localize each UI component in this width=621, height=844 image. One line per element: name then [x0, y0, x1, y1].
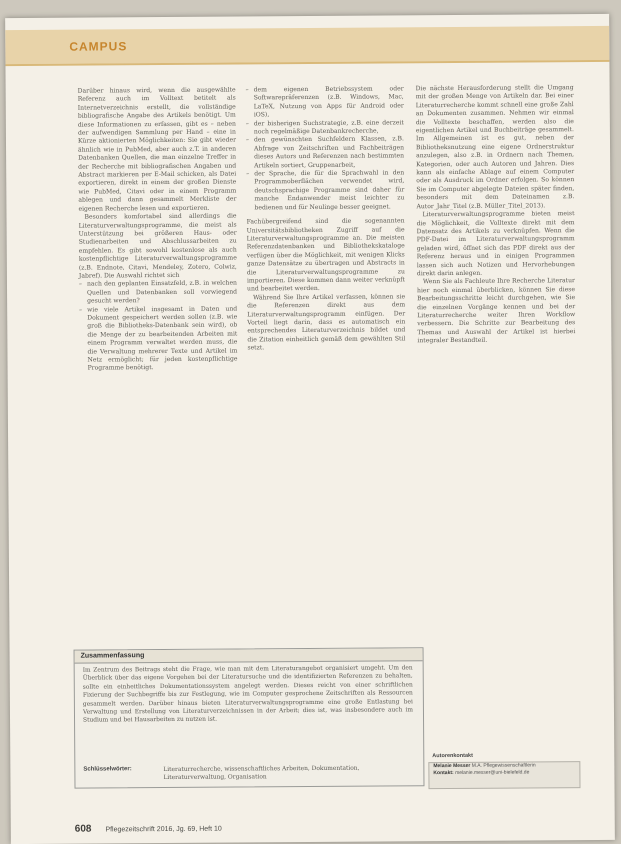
page-number: 608	[74, 823, 92, 835]
list-item: – der bisherigen Suchstrategie, z.B. eine derzeit noch regelmäßige Datenbankrecherche,	[254, 119, 404, 137]
paragraph: Darüber hinaus wird, wenn die ausgewählte Referenz auch im Volltext betitelt als Internetverzeichnis erstellt, die vollständige bibliografische Angabe des Artikels benötigt. Um diese Informationen zu erfassen, gibt es – neben der aufwendigen Sammlung per Hand – eine in Kürze aktionierten Möglichkeiten: Sie gibt wieder ähnlich wie in PubMed, aber auch z.T. in anderen Datenbanken Quellen, die man einzelne Treffer in der Recherche mit bibliografischen Angaben und Abstract markieren per E-Mail schicken, als Datei exportieren, direkt in einem der großen Dienste wie PubMed, Citavi oder in einem Programm ablegen und dann gesammelt Merkliste der eigenen Recherche lesen und exportieren.	[77, 86, 237, 213]
summary-title: Zusammenfassung	[80, 652, 145, 660]
summary-text: Im Zentrum des Beitrags steht die Frage, wie man mit dem Literaturangebot organisiert umgeht. Um den Überblick über das eigene Vorgehen bei der Literatursuche und die identifizierten Referenzen zu behalten, sollte ein einheitliches Dokumentationssystem angelegt werden. Dieses reicht von einer schriftlichen Fixierung der Suchbegriffe bis zur Festlegung, wie im Computer gesprochene Zeitschriften als Ressourcen gesammelt werden. Darüber hinaus bieten Literaturverwaltungsprogramme eine große Entlastung bei Verwaltung und Erstellung von Literaturverzeichnissen in der Arbeit; dies ist, was insbesondere auch im Studium und bei Hausarbeiten zu nutzen ist.	[82, 665, 413, 725]
list-item: – dem eigenen Betriebssystem oder Softwarepräferenzen (z.B. Windows, Mac, LaTeX, Nutzung von Apps für Android oder iOS),	[254, 85, 404, 120]
paragraph: Die nächste Herausforderung stellt die Umgang mit der großen Menge von Artikeln dar. Bei einer Literaturrecherche kommt schnell eine große Zahl an Dokumenten zusammen. Nehmen wir einmal die Volltexte beschaffen, werden also die eigentlichen Artikel und Buchbeiträge gesammelt. Im Allgemeinen ist es gut, neben der Bibliotheksnutzung eine eigene Ordnerstruktur anzulegen, also z.B. in Ordnern nach Themen, Kategorien, oder auch Autoren und Jahren. Dies kann als einfache Ablage auf einem Computer oder als Ausdruck im Ordner erfolgen. So können Sie im Computer abgelegte Dateien später finden, besonders mit dem Dateinamen z.B. Autor_Jahr_Titel (z.B. Müller_Titel_2013).	[415, 84, 575, 210]
journal-page	[5, 14, 615, 844]
author-name: Melanie Messer	[433, 762, 471, 770]
journal-citation: Pflegezeitschrift 2016, Jg. 69, Heft 10	[105, 825, 222, 834]
keywords-label: Schlüsselwörter:	[83, 766, 132, 773]
author-email: melanie.messer@uni-bielefeld.de	[455, 769, 530, 776]
paragraph: Fachübergreifend sind die sogenannten Universitätsbibliotheken Zugriff auf die Literaturverwaltungsprogramme an. Die meisten Referenzdatenbanken und Bibliothekskataloge verfügen über die Möglichkeit, mit wenigen Klicks ganze Datensätze zu übertragen und Abstracts in die Literaturverwaltungsprogramme zu importieren. Diese kommen dann weiter verknüpft und bearbeitet werden.	[246, 217, 405, 293]
bullet-list	[79, 280, 238, 374]
paragraph: Wenn Sie als Fachleute Ihre Recherche Literatur hier noch einmal überblicken, können Sie diese Bearbeitungsschritte leicht durchgehen, wie Sie die einzelnen Vorgänge kennen und bei der Literaturrecherche weiter Ihren Workflow verbessern. Die Schritte zur Bearbeitung des Themas und Auswahl der Artikel ist hierbei integraler Bestandteil.	[417, 277, 576, 345]
text-column-1	[78, 87, 238, 374]
page-footer	[75, 823, 222, 835]
author-contact	[428, 752, 578, 787]
list-item: – den gewünschten Suchfeldern Klassen, z.B. Abfrage von Zeitschriften und Fachbeiträgen dieses Autors und Referenzen nach bestimmten Artikeln sortiert, Gruppenarbeit,	[254, 136, 404, 171]
paragraph: Literaturverwaltungsprogramme bieten meist die Möglichkeit, die Volltexte direkt mit dem Datensatz des Artikels zu verknüpfen. Wenn die PDF-Datei im Literaturverwaltungsprogramm geladen wird, öffnet sich das PDF direkt aus der Referenz heraus und in einigen Programmen lassen sich auch Notizen und Hervorhebungen direkt darin anlegen.	[416, 210, 575, 278]
contact-label: Kontakt:	[433, 770, 454, 777]
author-contact-box	[428, 761, 580, 789]
bullet-list	[246, 85, 405, 212]
summary-box	[74, 647, 425, 788]
paragraph: Während Sie Ihre Artikel verfassen, können sie die Referenzen direkt aus dem Literaturverwaltungsprogramm einfügen. Der Vorteil liegt darin, dass es automatisch ein entsprechendes Literaturverzeichnis bildet und die Zitation einheitlich gemäß dem gewählten Stil setzt.	[247, 293, 406, 352]
list-item: – nach den geplanten Einsatzfeld, z.B. in welchen Quellen und Datenbanken soll vorwiegend gesucht werden?	[87, 280, 237, 306]
text-column-2	[246, 85, 406, 353]
paragraph: Besonders komfortabel sind allerdings die Literaturverwaltungsprogramme, die meist als Unterstützung bei größeren Haus- oder Studienarbeiten und Abschlussarbeiten zu empfehlen. Es gibt sowohl kostenlose als auch kostenpflichtige Literaturverwaltungsprogramme (z.B. Endnote, Citavi, Mendeley, Zotero, Colwiz, Jabref). Die Auswahl richtet sich	[78, 212, 237, 280]
keywords-text: Literaturrecherche, wissenschaftliches Arbeiten, Dokumentation, Literaturverwaltung, Organisation	[163, 765, 360, 782]
section-title: CAMPUS	[69, 39, 128, 54]
list-item: – der Sprache, die für die Sprachwahl in den Programmoberflächen verwendet wird, deutschsprachige Programme sind daher für manche Endanwender meist leichter zu bedienen und für Neulinge besser geeignet.	[254, 169, 404, 212]
author-title: M.A. Pflegewissenschaftlerin	[471, 762, 536, 769]
list-item: – wie viele Artikel insgesamt in Daten und Dokument gespeichert werden sollen (z.B. wie groß die Bibliotheks-Datenbank sein wird), ob die Menge der zu bearbeitenden Arbeiten mit einem Programm verwaltet werden muss, die die Verwaltung mehrerer Texte und Artikel im Netz ermöglicht; für jeden kostenpflichtige Programme benötigt.	[87, 305, 237, 373]
author-contact-label: Autorenkontakt	[432, 752, 473, 760]
text-column-3	[416, 84, 576, 346]
